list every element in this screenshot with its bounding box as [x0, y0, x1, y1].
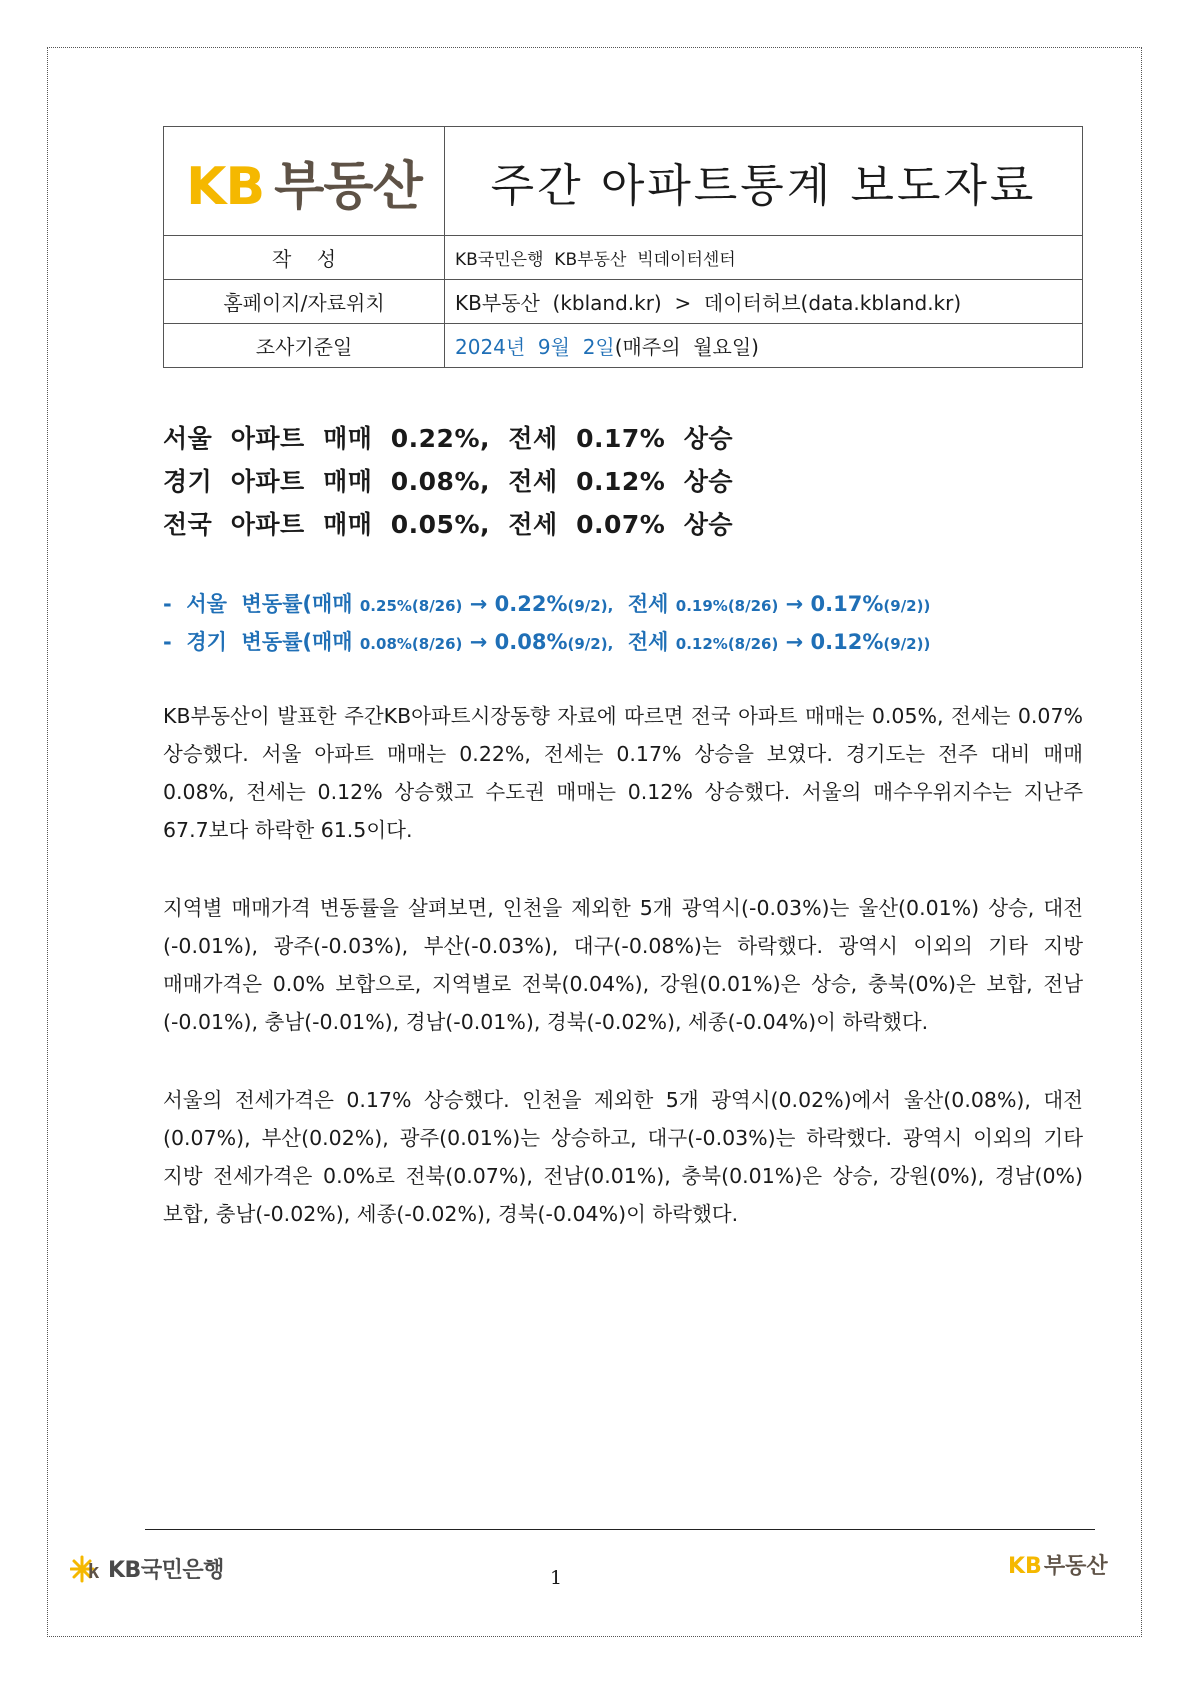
- kb-budongsan-footer-logo: [1008, 1549, 1108, 1580]
- bank-name: KB국민은행: [108, 1558, 224, 1583]
- author-label: 작 성: [164, 236, 445, 280]
- paragraph-jeonse-regions: 서울의 전세가격은 0.17% 상승했다. 인천을 제외한 5개 광역시(0.02%)에서 울산(0.08%), 대전(0.07%), 부산(0.02%), 광주(0.01%)는 상승하고, 대구(-0.03%)는 하락했다. 광역시 이외의 기타 지방 전세가격은 0.0%로 전북(0.07%), 전남(0.01%), 충북(0.01%)은 상승, 강원(0%), 경남(0%) 보합, 충남(-0.02%), 세종(-0.02%), 경북(-0.04%)이 하락했다.: [163, 1088, 1083, 1226]
- bullet-cur-sale: 0.22%: [494, 592, 568, 616]
- bullet-prev-sale: 0.08%(8/26): [359, 635, 463, 653]
- survey-date: 2024년 9월 2일: [455, 335, 615, 359]
- bullet-cur-date: (9/2),: [567, 635, 614, 653]
- page-number: 1: [550, 1567, 563, 1589]
- bullet-cur-date: (9/2)): [883, 635, 931, 653]
- bullet-prefix: - 서울 변동률(매매: [163, 592, 360, 616]
- arrow: →: [462, 630, 495, 654]
- header-table: [163, 126, 1083, 368]
- brand-logo-cell: [164, 127, 445, 236]
- bullet-cur-jeonse: 0.12%: [810, 630, 884, 654]
- survey-date-label: 조사기준일: [164, 324, 445, 368]
- svg-text:k: k: [88, 1560, 100, 1583]
- star-icon: [70, 1554, 104, 1584]
- homepage-label: 홈페이지/자료위치: [164, 280, 445, 324]
- footer-brand-name: 부동산: [1043, 1554, 1108, 1579]
- kb-budongsan-logo: KB 부동산: [186, 156, 422, 217]
- headline-gyeonggi: 경기 아파트 매매 0.08%, 전세 0.12% 상승: [163, 467, 734, 496]
- bullet-cur-date: (9/2),: [567, 597, 614, 615]
- headline-national: 전국 아파트 매매 0.05%, 전세 0.07% 상승: [163, 510, 734, 539]
- headline-seoul: 서울 아파트 매매 0.22%, 전세 0.17% 상승: [163, 424, 734, 453]
- bullet-cur-sale: 0.08%: [494, 630, 568, 654]
- bullet-jeonse-label: 전세: [613, 592, 676, 616]
- bullet-prev-jeonse: 0.19%(8/26): [675, 597, 779, 615]
- arrow: →: [778, 592, 811, 616]
- bullet-cur-jeonse: 0.17%: [810, 592, 884, 616]
- arrow: →: [778, 630, 811, 654]
- bullet-seoul: [163, 588, 930, 618]
- footer-divider: [145, 1529, 1095, 1530]
- document-title: 주간 아파트통계 보도자료: [445, 127, 1083, 236]
- author-value: KB국민은행 KB부동산 빅데이터센터: [445, 236, 1083, 280]
- survey-date-value: [445, 324, 1083, 368]
- kb-kookmin-bank-logo: [70, 1553, 224, 1584]
- bullet-jeonse-label: 전세: [613, 630, 676, 654]
- bullet-prefix: - 경기 변동률(매매: [163, 630, 360, 654]
- bullet-prev-sale: 0.25%(8/26): [359, 597, 463, 615]
- bullet-gyeonggi: [163, 626, 930, 656]
- paragraph-sale-regions: 지역별 매매가격 변동률을 살펴보면, 인천을 제외한 5개 광역시(-0.03%)는 울산(0.01%) 상승, 대전(-0.01%), 광주(-0.03%), 부산(-0.03%), 대구(-0.08%)는 하락했다. 광역시 이외의 기타 지방 매매가격은 0.0% 보합으로, 지역별로 전북(0.04%), 강원(0.01%)은 상승, 충북(0%)은 보합, 전남(-0.01%), 충남(-0.01%), 경남(-0.01%), 경북(-0.02%), 세종(-0.04%)이 하락했다.: [163, 896, 1083, 1034]
- paragraph-overview: KB부동산이 발표한 주간KB아파트시장동향 자료에 따르면 전국 아파트 매매는 0.05%, 전세는 0.07% 상승했다. 서울 아파트 매매는 0.22%, 전세는 0.17% 상승을 보였다. 경기도는 전주 대비 매매 0.08%, 전세는 0.12% 상승했고 수도권 매매는 0.12% 상승했다. 서울의 매수우위지수는 지난주 67.7보다 하락한 61.5이다.: [163, 704, 1083, 842]
- bullet-cur-date: (9/2)): [883, 597, 931, 615]
- survey-date-note: (매주의 월요일): [614, 335, 759, 359]
- footer-brand-kb: KB: [1008, 1554, 1042, 1579]
- arrow: →: [462, 592, 495, 616]
- homepage-value: KB부동산 (kbland.kr) > 데이터허브(data.kbland.kr): [445, 280, 1083, 324]
- bullet-prev-jeonse: 0.12%(8/26): [675, 635, 779, 653]
